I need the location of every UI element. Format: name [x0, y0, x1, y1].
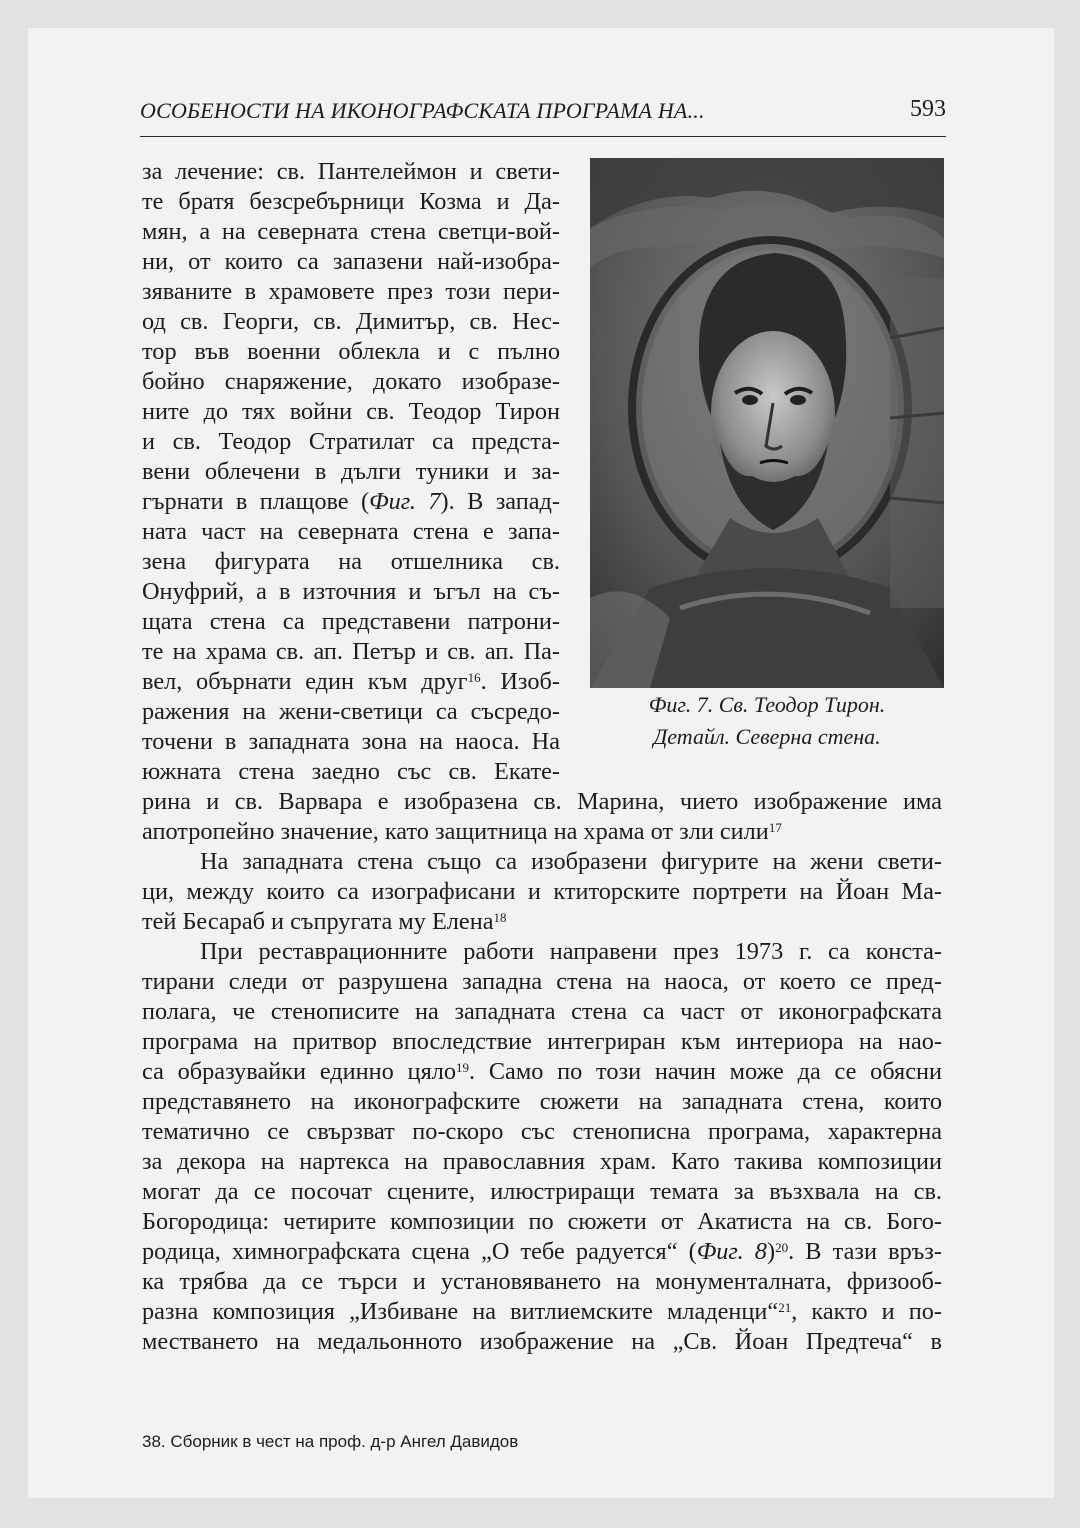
- text-fragment: . Изоб-: [480, 668, 560, 695]
- text-line: ци, между които са изографисани и ктиторските портрети на Йоан Ма-: [142, 878, 942, 905]
- text-line: ка трябва да се търси и установяването на монументалната, фризооб-: [142, 1268, 942, 1295]
- text-line: точени в западната зона на наоса. На: [142, 728, 560, 755]
- fresco-portrait-illustration: [590, 158, 944, 688]
- paragraph-first-line: При реставрационните работи направени през 1973 г. са конста-: [200, 938, 942, 965]
- text-fragment: тей Бесараб и съпругата му Елена: [142, 908, 494, 935]
- text-line: ни, от които са запазени най-изобра-: [142, 248, 560, 275]
- footnote-ref: 19: [456, 1060, 470, 1075]
- text-line: [142, 817, 942, 847]
- text-line: зена фигурата на отшелника св.: [142, 548, 560, 575]
- text-line: за декора на нартекса на православния храм. Като такива композиции: [142, 1148, 942, 1175]
- text-fragment: ): [766, 1238, 776, 1265]
- text-line: [142, 667, 560, 697]
- text-line: щата стена са представени патрони-: [142, 608, 560, 635]
- text-line: Онуфрий, а в източния и ъгъл на съ-: [142, 578, 560, 605]
- book-signature-footer: 38. Сборник в чест на проф. д-р Ангел Давидов: [142, 1432, 519, 1451]
- text-line: ните до тях войни св. Теодор Тирон: [142, 398, 560, 425]
- figure-reference: Фиг. 7: [369, 488, 441, 515]
- figure-reference: Фиг. 8: [696, 1238, 767, 1265]
- footnote-ref: 16: [467, 670, 481, 685]
- text-line: ражения на жени-светици са съсредо-: [142, 698, 560, 725]
- text-line: [142, 907, 942, 937]
- paragraph-first-line: На западната стена също са изобразени фигурите на жени свети-: [200, 848, 942, 875]
- text-line: те братя безсребърници Козма и Да-: [142, 188, 560, 215]
- text-line: од св. Георги, св. Димитър, св. Нес-: [142, 308, 560, 335]
- figure-caption-line-1: Фиг. 7. Св. Теодор Тирон.: [648, 692, 886, 717]
- footnote-ref: 17: [768, 820, 782, 835]
- text-line: могат да се посочат сцените, илюстриращи темата за възхвала на св.: [142, 1178, 942, 1205]
- running-title: ОСОБЕНОСТИ НА ИКОНОГРАФСКАТА ПРОГРАМА НА...: [140, 98, 705, 123]
- text-line: тематично се свързват по-скоро със стенописна програма, характерна: [142, 1118, 942, 1145]
- text-line: програма на притвор впоследствие интегриран към интериора на нао-: [142, 1028, 942, 1055]
- footnote-ref: 20: [775, 1240, 789, 1255]
- text-fragment: вел, обърнати един към друг: [142, 668, 468, 695]
- text-fragment: . В тази връз-: [788, 1238, 942, 1265]
- text-fragment: ). В запад-: [440, 488, 560, 515]
- text-fragment: апотропейно значение, като защитница на храма от зли сили: [142, 818, 769, 845]
- text-fragment: разна композиция „Избиване на витлиемските младенци“: [142, 1298, 779, 1325]
- text-line: за лечение: св. Пантелеймон и свети-: [142, 158, 560, 185]
- footnote-ref: 18: [493, 910, 507, 925]
- running-header: [140, 96, 946, 137]
- text-line: вени облечени в дълги туники и за-: [142, 458, 560, 485]
- figure-7-image: [590, 158, 944, 688]
- figure-caption-line-2: Детайл. Северна стена.: [653, 724, 881, 749]
- text-line: бойно снаряжение, докато изобразе-: [142, 368, 560, 395]
- text-line: и св. Теодор Стратилат са предста-: [142, 428, 560, 455]
- text-line: местването на медальонното изображение на „Св. Йоан Предтеча“ в: [142, 1328, 942, 1355]
- text-fragment: . Само по този начин може да се обясни: [469, 1058, 942, 1085]
- text-line: тор във военни облекла и с пълно: [142, 338, 560, 365]
- text-line: [142, 1237, 942, 1267]
- text-fragment: са образувайки единно цяло: [142, 1058, 457, 1085]
- text-fragment: гърнати в плащове (: [142, 488, 370, 515]
- text-line: ната част на северната стена е запа-: [142, 518, 560, 545]
- text-line: те на храма св. ап. Петър и св. ап. Па-: [142, 638, 560, 665]
- text-line: [142, 487, 560, 517]
- text-line: представянето на иконографските сюжети на западната стена, които: [142, 1088, 942, 1115]
- text-line: мян, а на северната стена светци-вой-: [142, 218, 560, 245]
- text-line: [142, 1057, 942, 1087]
- text-line: рина и св. Варвара е изобразена св. Марина, чието изображение има: [142, 788, 942, 815]
- text-line: южната стена заедно със св. Екате-: [142, 758, 560, 785]
- text-line: тирани следи от разрушена западна стена на наоса, от което се пред-: [142, 968, 942, 995]
- footnote-ref: 21: [778, 1300, 792, 1315]
- text-line: [142, 1297, 942, 1327]
- page-number: 593: [910, 96, 946, 122]
- text-fragment: , както и по-: [791, 1298, 942, 1325]
- text-fragment: родица, химнографската сцена „О тебе радуется“ (: [142, 1238, 697, 1265]
- text-line: зяваните в храмовете през този пери-: [142, 278, 560, 305]
- text-line: полага, че стенописите на западната стена са част от иконографската: [142, 998, 942, 1025]
- text-line: Богородица: четирите композиции по сюжети от Акатиста на св. Бого-: [142, 1208, 942, 1235]
